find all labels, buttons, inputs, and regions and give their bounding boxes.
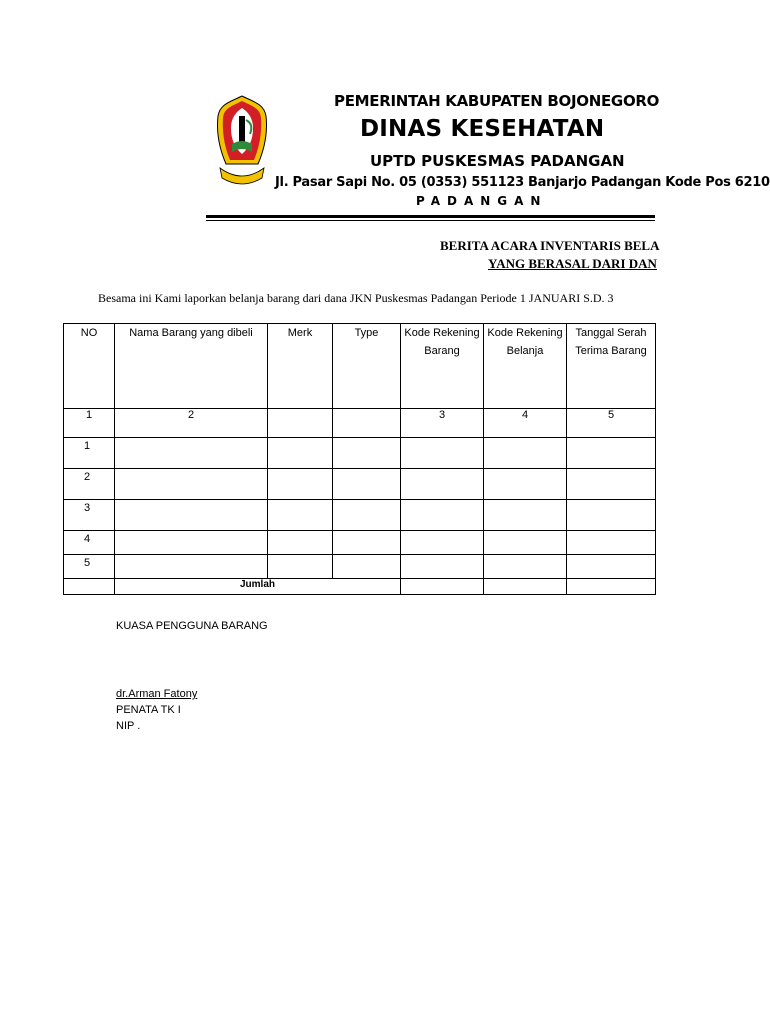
signatory-nip: NIP .: [116, 720, 141, 732]
table-row: [64, 531, 656, 555]
row-number: 2: [64, 469, 115, 500]
signatory-role: KUASA PENGGUNA BARANG: [116, 620, 268, 632]
row-number: 5: [64, 555, 115, 579]
table-cell: [115, 500, 268, 531]
table-cell: [268, 409, 333, 438]
table-cell: [333, 438, 401, 469]
table-row: [64, 555, 656, 579]
letterhead-divider-thin: [206, 220, 655, 221]
table-cell: [567, 555, 656, 579]
inventory-table: [63, 323, 656, 595]
table-cell: [484, 531, 567, 555]
table-cell: [333, 469, 401, 500]
letterhead-department: DINAS KESEHATAN: [360, 116, 605, 142]
table-cell: [333, 500, 401, 531]
table-cell: [268, 555, 333, 579]
table-cell: [401, 438, 484, 469]
table-total-row: [64, 579, 656, 595]
table-row: [64, 469, 656, 500]
table-cell: [115, 531, 268, 555]
signatory-name: dr.Arman Fatony: [116, 688, 198, 700]
table-cell: 2: [115, 409, 268, 438]
table-cell: [333, 531, 401, 555]
letterhead-unit: UPTD PUSKESMAS PADANGAN: [370, 152, 625, 170]
header-item-account-code: Kode Rekening Barang: [401, 324, 484, 409]
table-cell: [484, 500, 567, 531]
table-column-numbering-row: [64, 409, 656, 438]
table-cell: [401, 555, 484, 579]
table-cell: [268, 469, 333, 500]
table-cell: [401, 531, 484, 555]
intro-paragraph: Besama ini Kami laporkan belanja barang dari dana JKN Puskesmas Padangan Periode 1 JANUARI S.D. 3: [98, 291, 614, 305]
row-number: 4: [64, 531, 115, 555]
table-cell: 4: [484, 409, 567, 438]
table-cell: [115, 438, 268, 469]
signatory-rank: PENATA TK I: [116, 704, 181, 716]
table-cell: [484, 555, 567, 579]
table-cell: [64, 579, 115, 595]
table-cell: [484, 579, 567, 595]
letterhead-government: PEMERINTAH KABUPATEN BOJONEGORO: [334, 92, 660, 110]
table-cell: [268, 500, 333, 531]
header-brand: Merk: [268, 324, 333, 409]
table-cell: [567, 579, 656, 595]
header-type: Type: [333, 324, 401, 409]
table-cell: 3: [401, 409, 484, 438]
table-cell: [268, 438, 333, 469]
table-cell: [567, 469, 656, 500]
row-number: 3: [64, 500, 115, 531]
table-cell: 5: [567, 409, 656, 438]
row-number: 1: [64, 438, 115, 469]
table-row: [64, 500, 656, 531]
table-cell: 1: [64, 409, 115, 438]
header-item-name: Nama Barang yang dibeli: [115, 324, 268, 409]
letterhead-divider-thick: [206, 215, 655, 218]
document-title: BERITA ACARA INVENTARIS BELA: [440, 238, 660, 253]
letterhead-city: PADANGAN: [416, 194, 548, 208]
table-cell: [567, 500, 656, 531]
table-cell: [401, 469, 484, 500]
table-cell: [484, 438, 567, 469]
table-cell: [567, 531, 656, 555]
header-handover-date: Tanggal Serah Terima Barang: [567, 324, 656, 409]
table-row: [64, 438, 656, 469]
table-cell: [333, 555, 401, 579]
table-header-row: [64, 324, 656, 409]
table-cell: [268, 531, 333, 555]
document-subtitle: YANG BERASAL DARI DAN: [488, 256, 657, 271]
table-cell: [115, 555, 268, 579]
table-cell: [484, 469, 567, 500]
table-cell: [115, 469, 268, 500]
kabupaten-bojonegoro-logo: [216, 94, 268, 190]
table-cell: [567, 438, 656, 469]
table-cell: [401, 500, 484, 531]
header-no: NO: [64, 324, 115, 409]
total-label: Jumlah: [115, 579, 401, 595]
header-spending-account-code: Kode Rekening Belanja: [484, 324, 567, 409]
table-cell: [333, 409, 401, 438]
letterhead-address: Jl. Pasar Sapi No. 05 (0353) 551123 Banjarjo Padangan Kode Pos 6210: [275, 175, 770, 190]
table-cell: [401, 579, 484, 595]
